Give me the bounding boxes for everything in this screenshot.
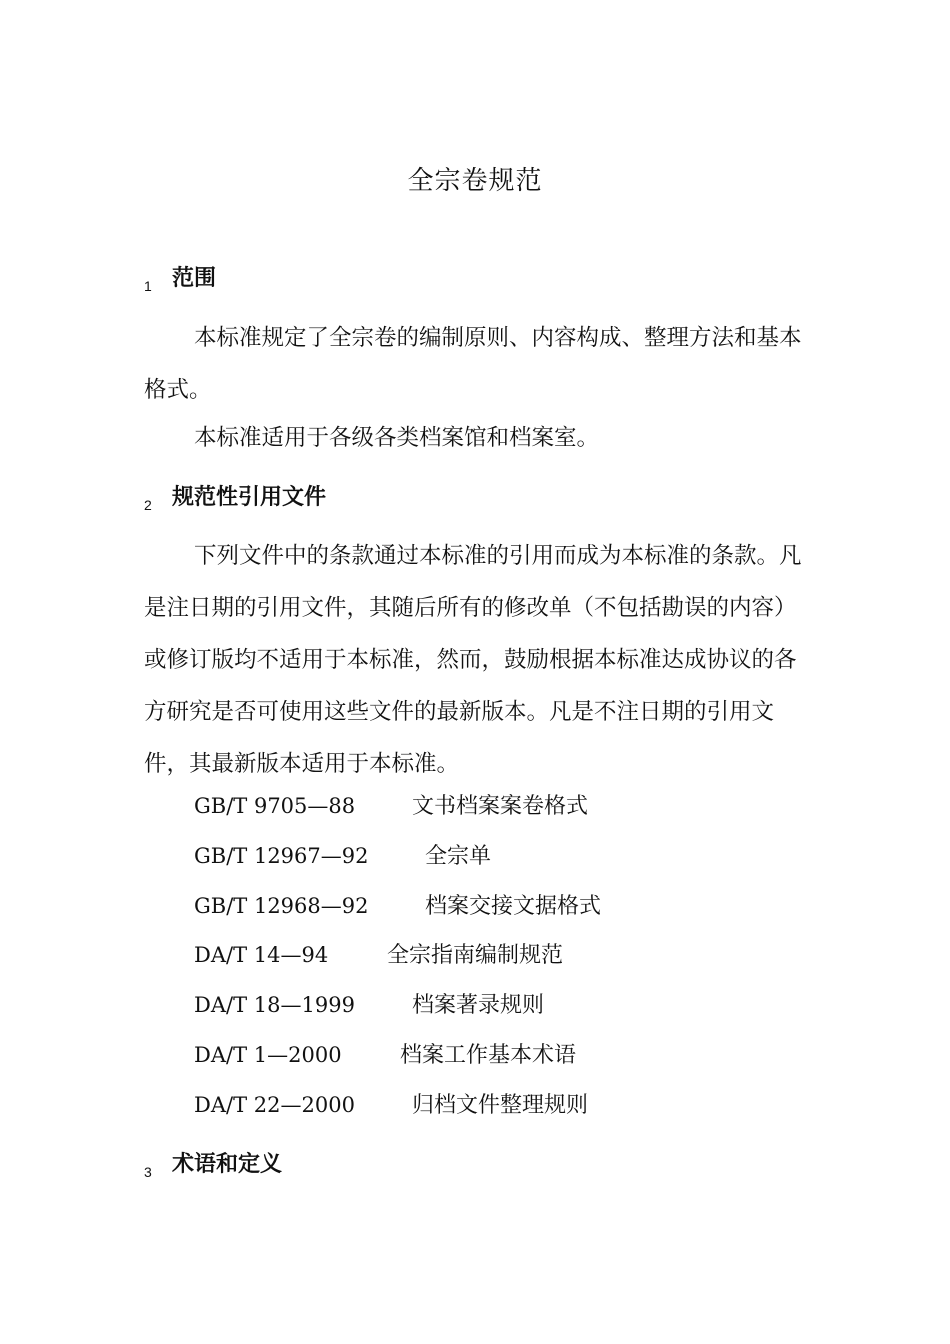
reference-item <box>194 841 491 872</box>
reference-item <box>194 1090 588 1121</box>
paragraph: 本标准规定了全宗卷的编制原则、内容构成、整理方法和基本格式。 <box>144 325 802 403</box>
paragraph: 本标准适用于各级各类档案馆和档案室。 <box>194 425 600 451</box>
section-3-heading <box>144 1150 282 1187</box>
reference-title: 全宗单 <box>425 844 492 869</box>
reference-title: 文书档案案卷格式 <box>412 794 589 819</box>
reference-title: 归档文件整理规则 <box>412 1093 589 1118</box>
reference-item <box>194 990 544 1021</box>
reference-code: GB/T 9705—88 <box>194 794 356 818</box>
reference-title: 档案著录规则 <box>412 993 545 1018</box>
reference-item <box>194 940 563 971</box>
reference-code: GB/T 12968—92 <box>194 894 369 918</box>
reference-title: 档案交接文据格式 <box>425 894 602 919</box>
section-2-heading <box>144 483 326 520</box>
section-title: 规范性引用文件 <box>172 485 327 510</box>
reference-code: DA/T 1—2000 <box>194 1043 342 1067</box>
section-number: 1 <box>144 278 152 294</box>
reference-code: DA/T 18—1999 <box>194 993 355 1017</box>
reference-title: 全宗指南编制规范 <box>387 943 564 968</box>
reference-code: GB/T 12967—92 <box>194 844 369 868</box>
reference-title: 档案工作基本术语 <box>400 1043 577 1068</box>
section-title: 术语和定义 <box>172 1152 283 1177</box>
reference-item <box>194 1040 576 1071</box>
reference-code: DA/T 22—2000 <box>194 1093 355 1117</box>
section-number: 3 <box>144 1164 152 1180</box>
paragraph: 下列文件中的条款通过本标准的引用而成为本标准的条款。凡是注日期的引用文件，其随后所有的修改单（不包括勘误的内容）或修订版均不适用于本标准，然而，鼓励根据本标准达成协议的各方研究是否可使用这些文件的最新版本。凡是不注日期的引用文件，其最新版本适用于本标准。 <box>144 543 802 777</box>
reference-item <box>194 891 601 922</box>
document-title: 全宗卷规范 <box>407 166 543 196</box>
section-title: 范围 <box>172 266 217 291</box>
reference-code: DA/T 14—94 <box>194 943 329 967</box>
section-number: 2 <box>144 497 152 513</box>
reference-item <box>194 791 588 822</box>
section-1-heading <box>144 264 216 301</box>
